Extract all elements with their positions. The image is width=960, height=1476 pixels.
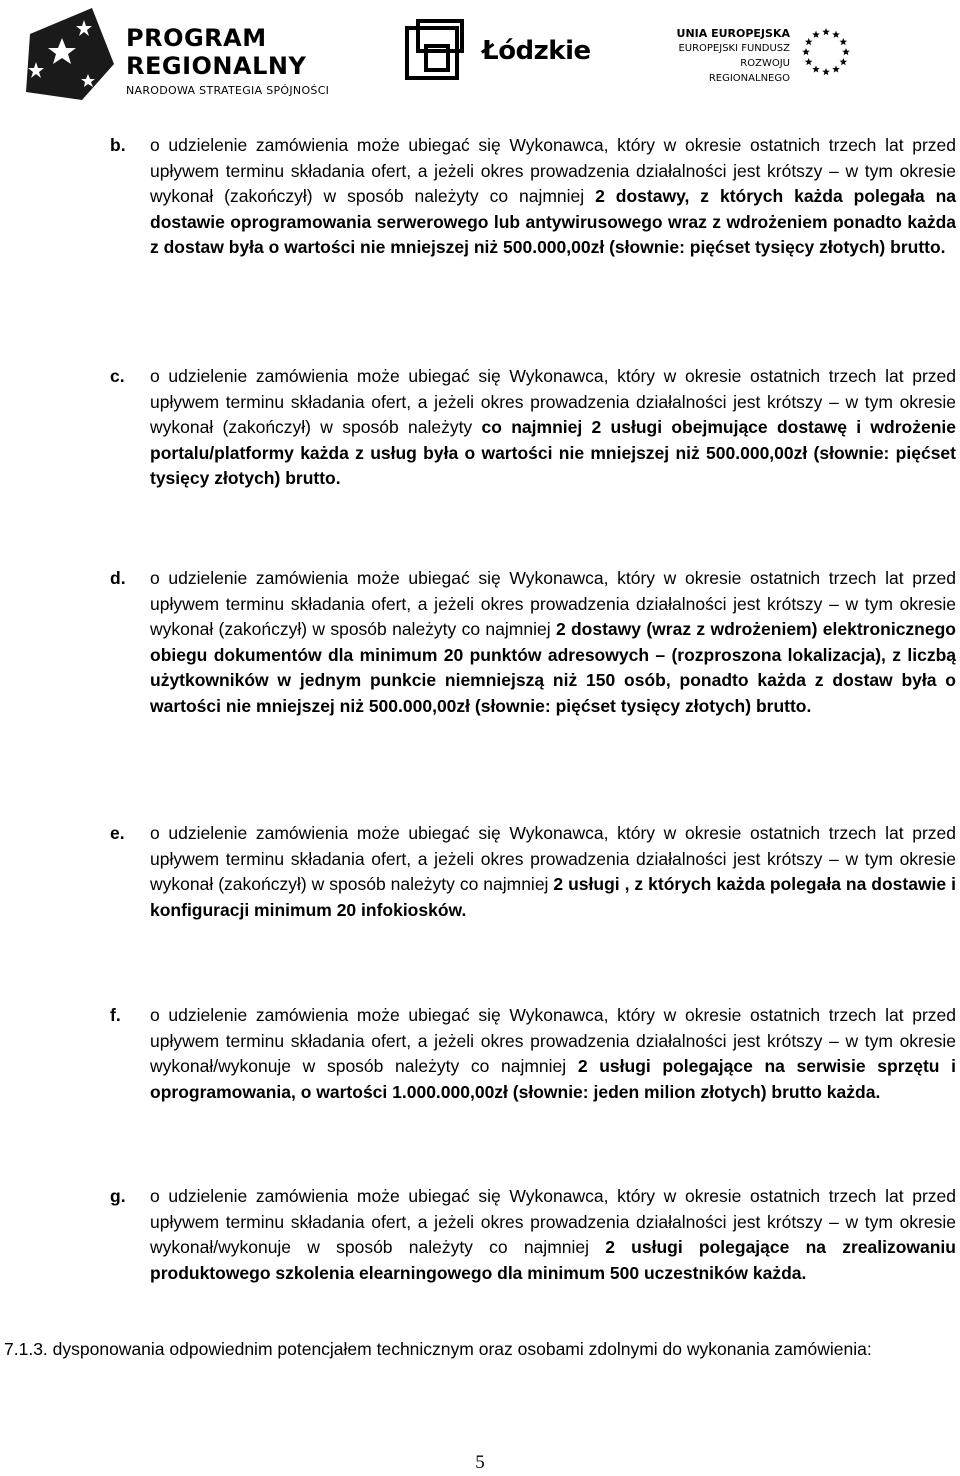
item-label: g. bbox=[110, 1186, 126, 1206]
page-header bbox=[0, 0, 960, 110]
lodzkie-logo bbox=[404, 18, 594, 82]
list-item-g bbox=[110, 1184, 956, 1286]
eu-stars-icon bbox=[796, 24, 856, 80]
eu-line2: EUROPEJSKI FUNDUSZ bbox=[678, 43, 790, 54]
item-text-normal: o udzielenie zamówienia może ubiegać się Wykonawca, który w okresie ostatnich trzech lat przed upływem terminu składania ofert, a jeżeli okres prowadzenia działalności jest krótszy – w tym okresie wykonał/wykonuje w sposób należyty co najmniej bbox=[150, 1005, 956, 1076]
item-label: e. bbox=[110, 823, 125, 843]
item-text bbox=[150, 364, 956, 492]
eu-star-icon bbox=[842, 48, 850, 55]
eu-star-icon bbox=[805, 38, 813, 45]
item-label: d. bbox=[110, 568, 126, 588]
eu-star-icon bbox=[802, 48, 810, 55]
lodzkie-label: Łódzkie bbox=[482, 36, 591, 66]
eu-star-icon bbox=[822, 28, 830, 35]
eu-star-icon bbox=[840, 38, 848, 45]
section-7-1-3: 7.1.3. dysponowania odpowiednim potencjałem technicznym oraz osobami zdolnymi do wykonania zamówienia: bbox=[4, 1339, 872, 1359]
list-item-f bbox=[110, 1003, 956, 1105]
item-label: c. bbox=[110, 366, 125, 386]
eu-star-icon bbox=[840, 58, 848, 65]
eu-line3: ROZWOJU REGIONALNEGO bbox=[708, 58, 790, 84]
item-text-normal: o udzielenie zamówienia może ubiegać się Wykonawca, który w okresie ostatnich trzech lat przed upływem terminu składania ofert, a jeżeli okres prowadzenia działalności jest krótszy – w tym okresie wykonał (zakończył) w sposób należyty co najmniej bbox=[150, 568, 956, 639]
item-text-bold: 2 usługi polegające na serwisie sprzętu i oprogramowania, o wartości 1.000.000,00zł (słownie: jeden milion złotych) brutto każda. bbox=[150, 1056, 957, 1102]
eu-star-icon bbox=[822, 68, 830, 75]
eu-star-icon bbox=[805, 58, 813, 65]
regionalny-label: REGIONALNY bbox=[126, 52, 307, 80]
item-text-bold: 2 dostawy, z których każda polegała na dostawie oprogramowania serwerowego lub antywirusowego wraz z wdrożeniem ponadto każda z dostaw była o wartości nie mniejszej niż 500.000,00zł (słownie: pięćset tysięcy złotych) brutto. bbox=[150, 186, 956, 257]
program-regionalny-logo bbox=[22, 4, 362, 104]
item-text-bold: 2 dostawy (wraz z wdrożeniem) elektronicznego obiegu dokumentów dla minimum 20 punktów adresowych – (rozproszona lokalizacja), z liczbą użytkowników w jednym punkcie niemniejszą niż 150 osób, ponadto każda z dostaw była o wartości nie mniejszej niż 500.000,00zł (słownie: pięćset tysięcy złotych) brutto. bbox=[150, 619, 956, 716]
item-text-normal: o udzielenie zamówienia może ubiegać się Wykonawca, który w okresie ostatnich trzech lat przed upływem terminu składania ofert, a jeżeli okres prowadzenia działalności jest krótszy – w tym okresie wykonał (zakończył) w sposób należyty co najmniej bbox=[150, 823, 956, 894]
page-number: 5 bbox=[475, 1452, 485, 1473]
item-text-normal: o udzielenie zamówienia może ubiegać się Wykonawca, który w okresie ostatnich trzech lat przed upływem terminu składania ofert, a jeżeli okres prowadzenia działalności jest krótszy – w tym okresie wykonał/wykonuje w sposób należyty co najmniej bbox=[150, 1186, 956, 1257]
program-label: PROGRAM bbox=[126, 24, 267, 52]
eu-star-icon bbox=[812, 31, 820, 38]
eu-logo bbox=[666, 26, 896, 86]
eu-star-icon bbox=[832, 65, 840, 72]
item-text-normal: o udzielenie zamówienia może ubiegać się Wykonawca, który w okresie ostatnich trzech lat przed upływem terminu składania ofert, a jeżeli okres prowadzenia działalności jest krótszy – w tym okresie wykonał (zakończył) w sposób należyty co najmniej bbox=[150, 135, 956, 206]
item-label: b. bbox=[110, 135, 126, 155]
item-text bbox=[150, 133, 956, 261]
eu-star-icon bbox=[812, 65, 820, 72]
item-text bbox=[150, 1184, 956, 1286]
item-text-bold: 2 usługi , z których każda polegała na dostawie i konfiguracji minimum 20 infokiosków. bbox=[150, 874, 956, 920]
eu-text-block bbox=[666, 26, 790, 86]
list-item-c bbox=[110, 364, 956, 492]
item-label: f. bbox=[110, 1005, 121, 1025]
nss-label: NARODOWA STRATEGIA SPÓJNOŚCI bbox=[126, 84, 330, 97]
list-item-b bbox=[110, 133, 956, 261]
item-text-bold: co najmniej 2 usługi obejmujące dostawę i wdrożenie portalu/platformy każda z usług była o wartości nie mniejszej niż 500.000,00zł (słownie: pięćset tysięcy złotych) brutto. bbox=[150, 417, 956, 488]
item-text bbox=[150, 821, 956, 923]
item-text bbox=[150, 1003, 956, 1105]
lodzkie-emblem-icon bbox=[404, 18, 468, 82]
list-item-e bbox=[110, 821, 956, 923]
eu-star-icon bbox=[832, 31, 840, 38]
item-text-normal: o udzielenie zamówienia może ubiegać się Wykonawca, który w okresie ostatnich trzech lat przed upływem terminu składania ofert, a jeżeli okres prowadzenia działalności jest krótszy – w tym okresie wykonał (zakończył) w sposób należyty bbox=[150, 366, 956, 437]
program-regionalny-emblem-icon bbox=[22, 4, 122, 104]
list-item-d bbox=[110, 566, 956, 719]
item-text bbox=[150, 566, 956, 719]
eu-line1: UNIA EUROPEJSKA bbox=[676, 27, 790, 40]
item-text-bold: 2 usługi polegające na zrealizowaniu produktowego szkolenia elearningowego dla minimum 500 uczestników każda. bbox=[150, 1237, 956, 1283]
